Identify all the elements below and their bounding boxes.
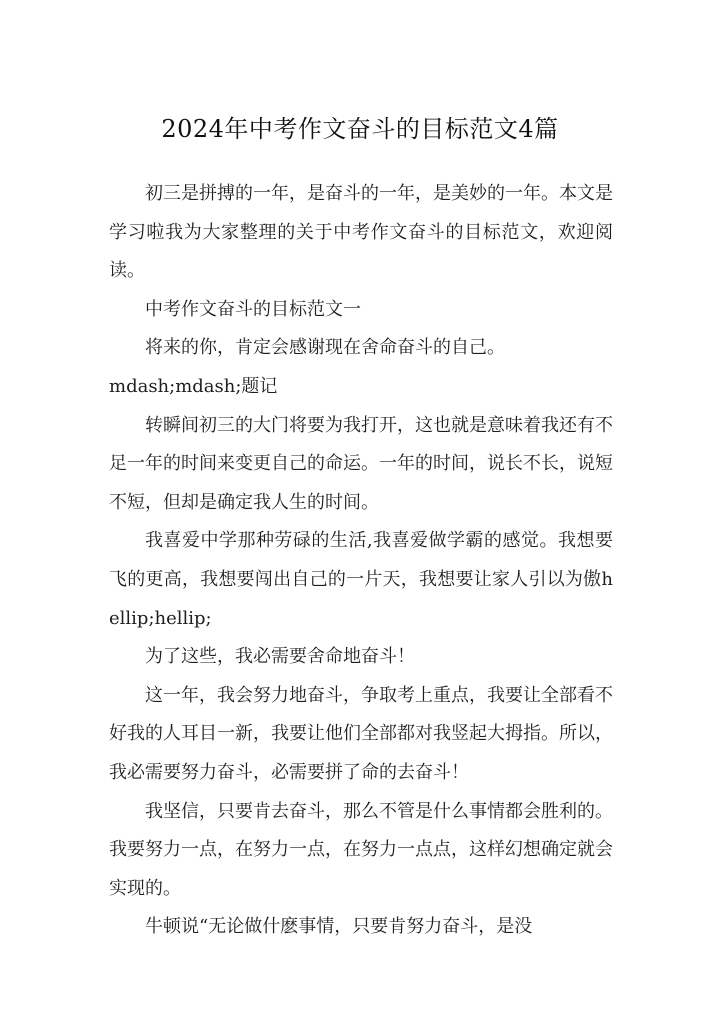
paragraph-body: 我喜爱中学那种劳碌的生活,我喜爱做学霸的感觉。我想要飞的更高，我想要闯出自己的一片天，我想要让家人引以为傲hellip;hellip; — [109, 530, 613, 629]
paragraph-epigraph: 将来的你，肯定会感谢现在舍命奋斗的自己。 — [145, 337, 505, 359]
paragraph-intro: 初三是拼搏的一年，是奋斗的一年，是美妙的一年。本文是学习啦我为大家整理的关于中考作文奋斗的目标范文，欢迎阅读。 — [109, 183, 613, 282]
document-body — [109, 175, 613, 947]
paragraph-essay-heading: 中考作文奋斗的目标范文一 — [145, 298, 361, 320]
document-title: 2024年中考作文奋斗的目标范文4篇 — [161, 115, 559, 143]
paragraph-body: 牛顿说“无论做什麽事情，只要肯努力奋斗，是没 — [145, 916, 533, 938]
paragraph-body: 我坚信，只要肯去奋斗，那么不管是什么事情都会胜利的。我要努力一点，在努力一点，在努力一点点，这样幻想确定就会实现的。 — [109, 800, 613, 899]
paragraph-body: 为了这些，我必需要舍命地奋斗！ — [145, 646, 415, 668]
paragraph-body: 转瞬间初三的大门将要为我打开，这也就是意味着我还有不足一年的时间来变更自己的命运。一年的时间，说长不长，说短不短，但却是确定我人生的时间。 — [109, 414, 613, 513]
paragraph-body: 这一年，我会努力地奋斗，争取考上重点，我要让全部看不好我的人耳目一新，我要让他们全部都对我竖起大拇指。所以，我必需要努力奋斗，必需要拼了命的去奋斗！ — [109, 684, 613, 783]
paragraph-epigraph-attribution: mdash;mdash;题记 — [109, 375, 278, 397]
